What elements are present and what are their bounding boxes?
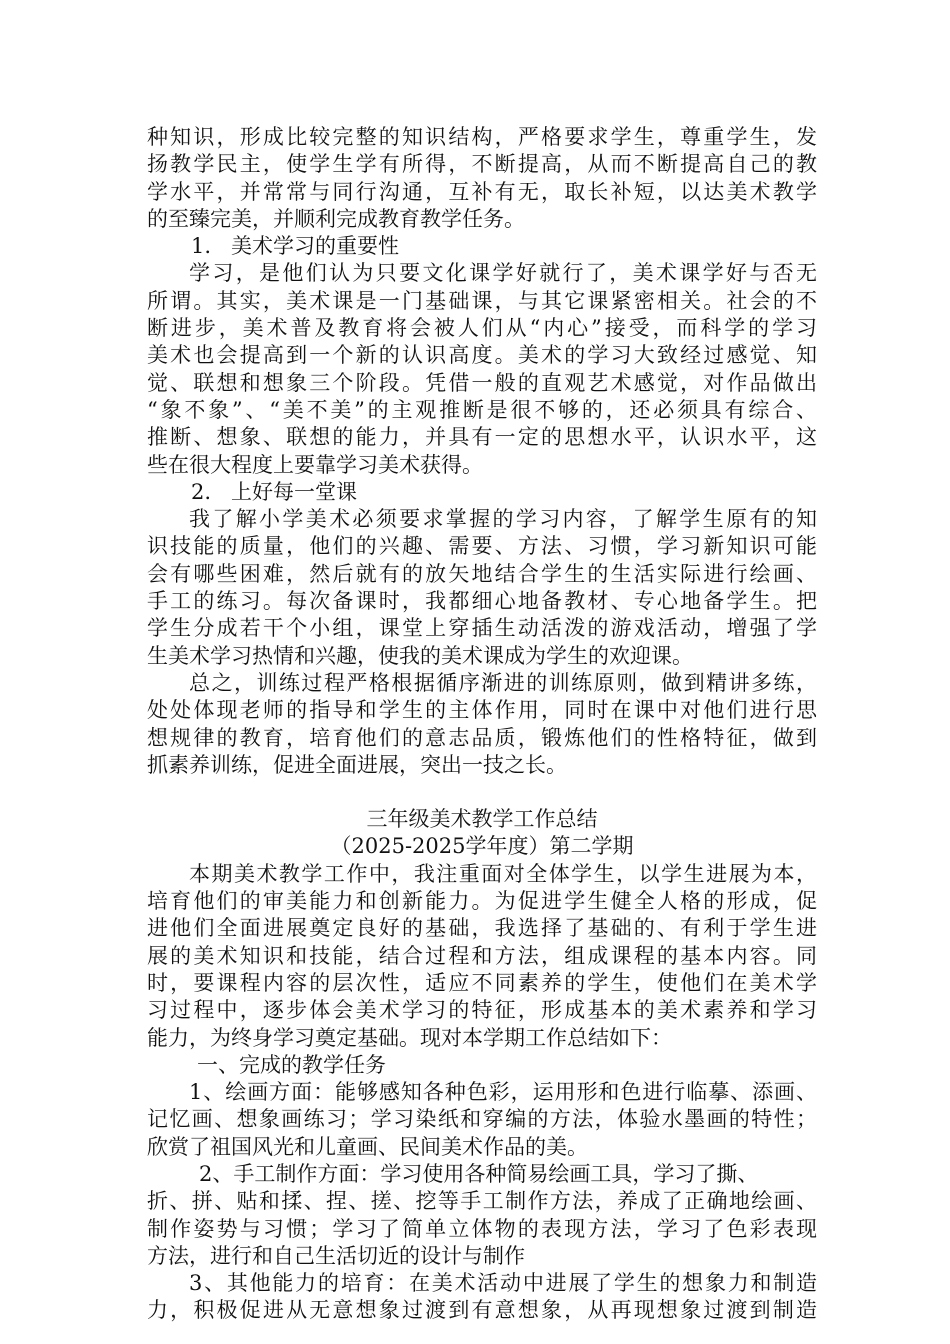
text-line: 学习，是他们认为只要文化课学好就行了，美术课学好与否无 xyxy=(189,261,817,286)
text-line: 扬教学民主，使学生学有所得，不断提高，从而不断提高自己的教 xyxy=(147,152,817,177)
text-line: 能力，为终身学习奠定基础。现对本学期工作总结如下： xyxy=(147,1025,672,1050)
document-subtitle: （2025-2025学年度）第二学期 xyxy=(330,834,634,859)
paragraph-conclusion xyxy=(147,670,817,779)
text-line: 2、手工制作方面：学习使用各种简易绘画工具，学习了撕、 xyxy=(199,1161,759,1186)
text-line: 学水平，并常常与同行沟通，互补有无，取长补短，以达美术教学 xyxy=(147,179,817,204)
numbered-heading-2: 2. 上好每一堂课 xyxy=(191,479,358,504)
text-line: 1、绘画方面：能够感知各种色彩，运用形和色进行临摹、添画、 xyxy=(189,1080,817,1105)
text-line: 断进步，美术普及教育将会被人们从“内心”接受，而科学的学习 xyxy=(147,316,817,341)
text-line: 时，要课程内容的层次性，适应不同素养的学生，使他们在美术学 xyxy=(147,970,817,995)
document-page xyxy=(147,124,817,1325)
item-handcraft xyxy=(147,1161,817,1270)
text-line: 制作姿势与习惯；学习了简单立体物的表现方法，学习了色彩表现 xyxy=(147,1216,817,1241)
text-line: 所谓。其实，美术课是一门基础课，与其它课紧密相关。社会的不 xyxy=(147,288,817,313)
paragraph-importance xyxy=(147,260,817,478)
text-line: 学生分成若干个小组，课堂上穿插生动活泼的游戏活动，增强了学 xyxy=(147,616,817,641)
document-title: 三年级美术教学工作总结 xyxy=(366,807,598,832)
text-line: 欣赏了祖国风光和儿童画、民间美术作品的美。 xyxy=(147,1134,588,1159)
text-line: 识技能的质量，他们的兴趣、需要、方法、习惯，学习新知识可能 xyxy=(147,534,817,559)
text-line: 美术也会提高到一个新的认识高度。美术的学习大致经过感觉、知 xyxy=(147,343,817,368)
opening-paragraph xyxy=(147,124,817,233)
text-line: 推断、想象、联想的能力，并具有一定的思想水平，认识水平，这 xyxy=(147,425,817,450)
text-line: 方法，进行和自己生活切近的设计与制作 xyxy=(147,1243,525,1268)
section-spacer xyxy=(147,779,817,806)
text-line: 本期美术教学工作中，我注重面对全体学生，以学生进展为本， xyxy=(189,861,817,886)
text-line: 会有哪些困难，然后就有的放矢地结合学生的生活实际进行绘画、 xyxy=(147,561,817,586)
text-line: 处处体现老师的指导和学生的主体作用，同时在课中对他们进行思 xyxy=(147,698,817,723)
section-heading-tasks: 一、完成的教学任务 xyxy=(197,1052,386,1077)
numbered-heading-1: 1. 美术学习的重要性 xyxy=(191,234,400,259)
text-line: 抓素养训练，促进全面进展，突出一技之长。 xyxy=(147,752,567,777)
text-line: 觉、联想和想象三个阶段。凭借一般的直观艺术感觉，对作品做出 xyxy=(147,370,817,395)
text-line: 些在很大程度上要靠学习美术获得。 xyxy=(147,452,483,477)
text-line: 折、拼、贴和揉、捏、搓、挖等手工制作方法，养成了正确地绘画、 xyxy=(147,1189,817,1214)
item-painting xyxy=(147,1079,817,1161)
text-line: 想规律的教育，培育他们的意志品质，锻炼他们的性格特征，做到 xyxy=(147,725,817,750)
text-line: 生美术学习热情和兴趣，使我的美术课成为学生的欢迎课。 xyxy=(147,643,693,668)
item-other-abilities xyxy=(147,1270,817,1325)
intro-paragraph xyxy=(147,861,817,1052)
text-line: 进他们全面进展奠定良好的基础，我选择了基础的、有利于学生进 xyxy=(147,916,817,941)
text-line: 总之，训练过程严格根据循序渐进的训练原则，做到精讲多练， xyxy=(189,670,817,695)
text-line: 力，积极促进从无意想象过渡到有意想象，从再现想象过渡到制造 xyxy=(147,1298,817,1323)
text-line: 展的美术知识和技能，结合过程和方法，组成课程的基本内容。同 xyxy=(147,943,817,968)
text-line: 种知识，形成比较完整的知识结构，严格要求学生，尊重学生，发 xyxy=(147,125,817,149)
text-line: 培育他们的审美能力和创新能力。为促进学生健全人格的形成，促 xyxy=(147,889,817,914)
paragraph-each-class xyxy=(147,506,817,670)
text-line: 我了解小学美术必须要求掌握的学习内容，了解学生原有的知 xyxy=(189,507,817,532)
text-line: 3、其他能力的培育：在美术活动中进展了学生的想象力和制造 xyxy=(189,1271,817,1296)
text-line: 记忆画、想象画练习；学习染纸和穿编的方法，体验水墨画的特性； xyxy=(147,1107,817,1132)
text-line: 手工的练习。每次备课时，我都细心地备教材、专心地备学生。把 xyxy=(147,589,817,614)
text-line: “象不象”、“美不美”的主观推断是很不够的，还必须具有综合、 xyxy=(147,397,817,422)
text-line: 习过程中，逐步体会美术学习的特征，形成基本的美术素养和学习 xyxy=(147,998,817,1023)
text-line: 的至臻完美，并顺利完成教育教学任务。 xyxy=(147,206,525,231)
